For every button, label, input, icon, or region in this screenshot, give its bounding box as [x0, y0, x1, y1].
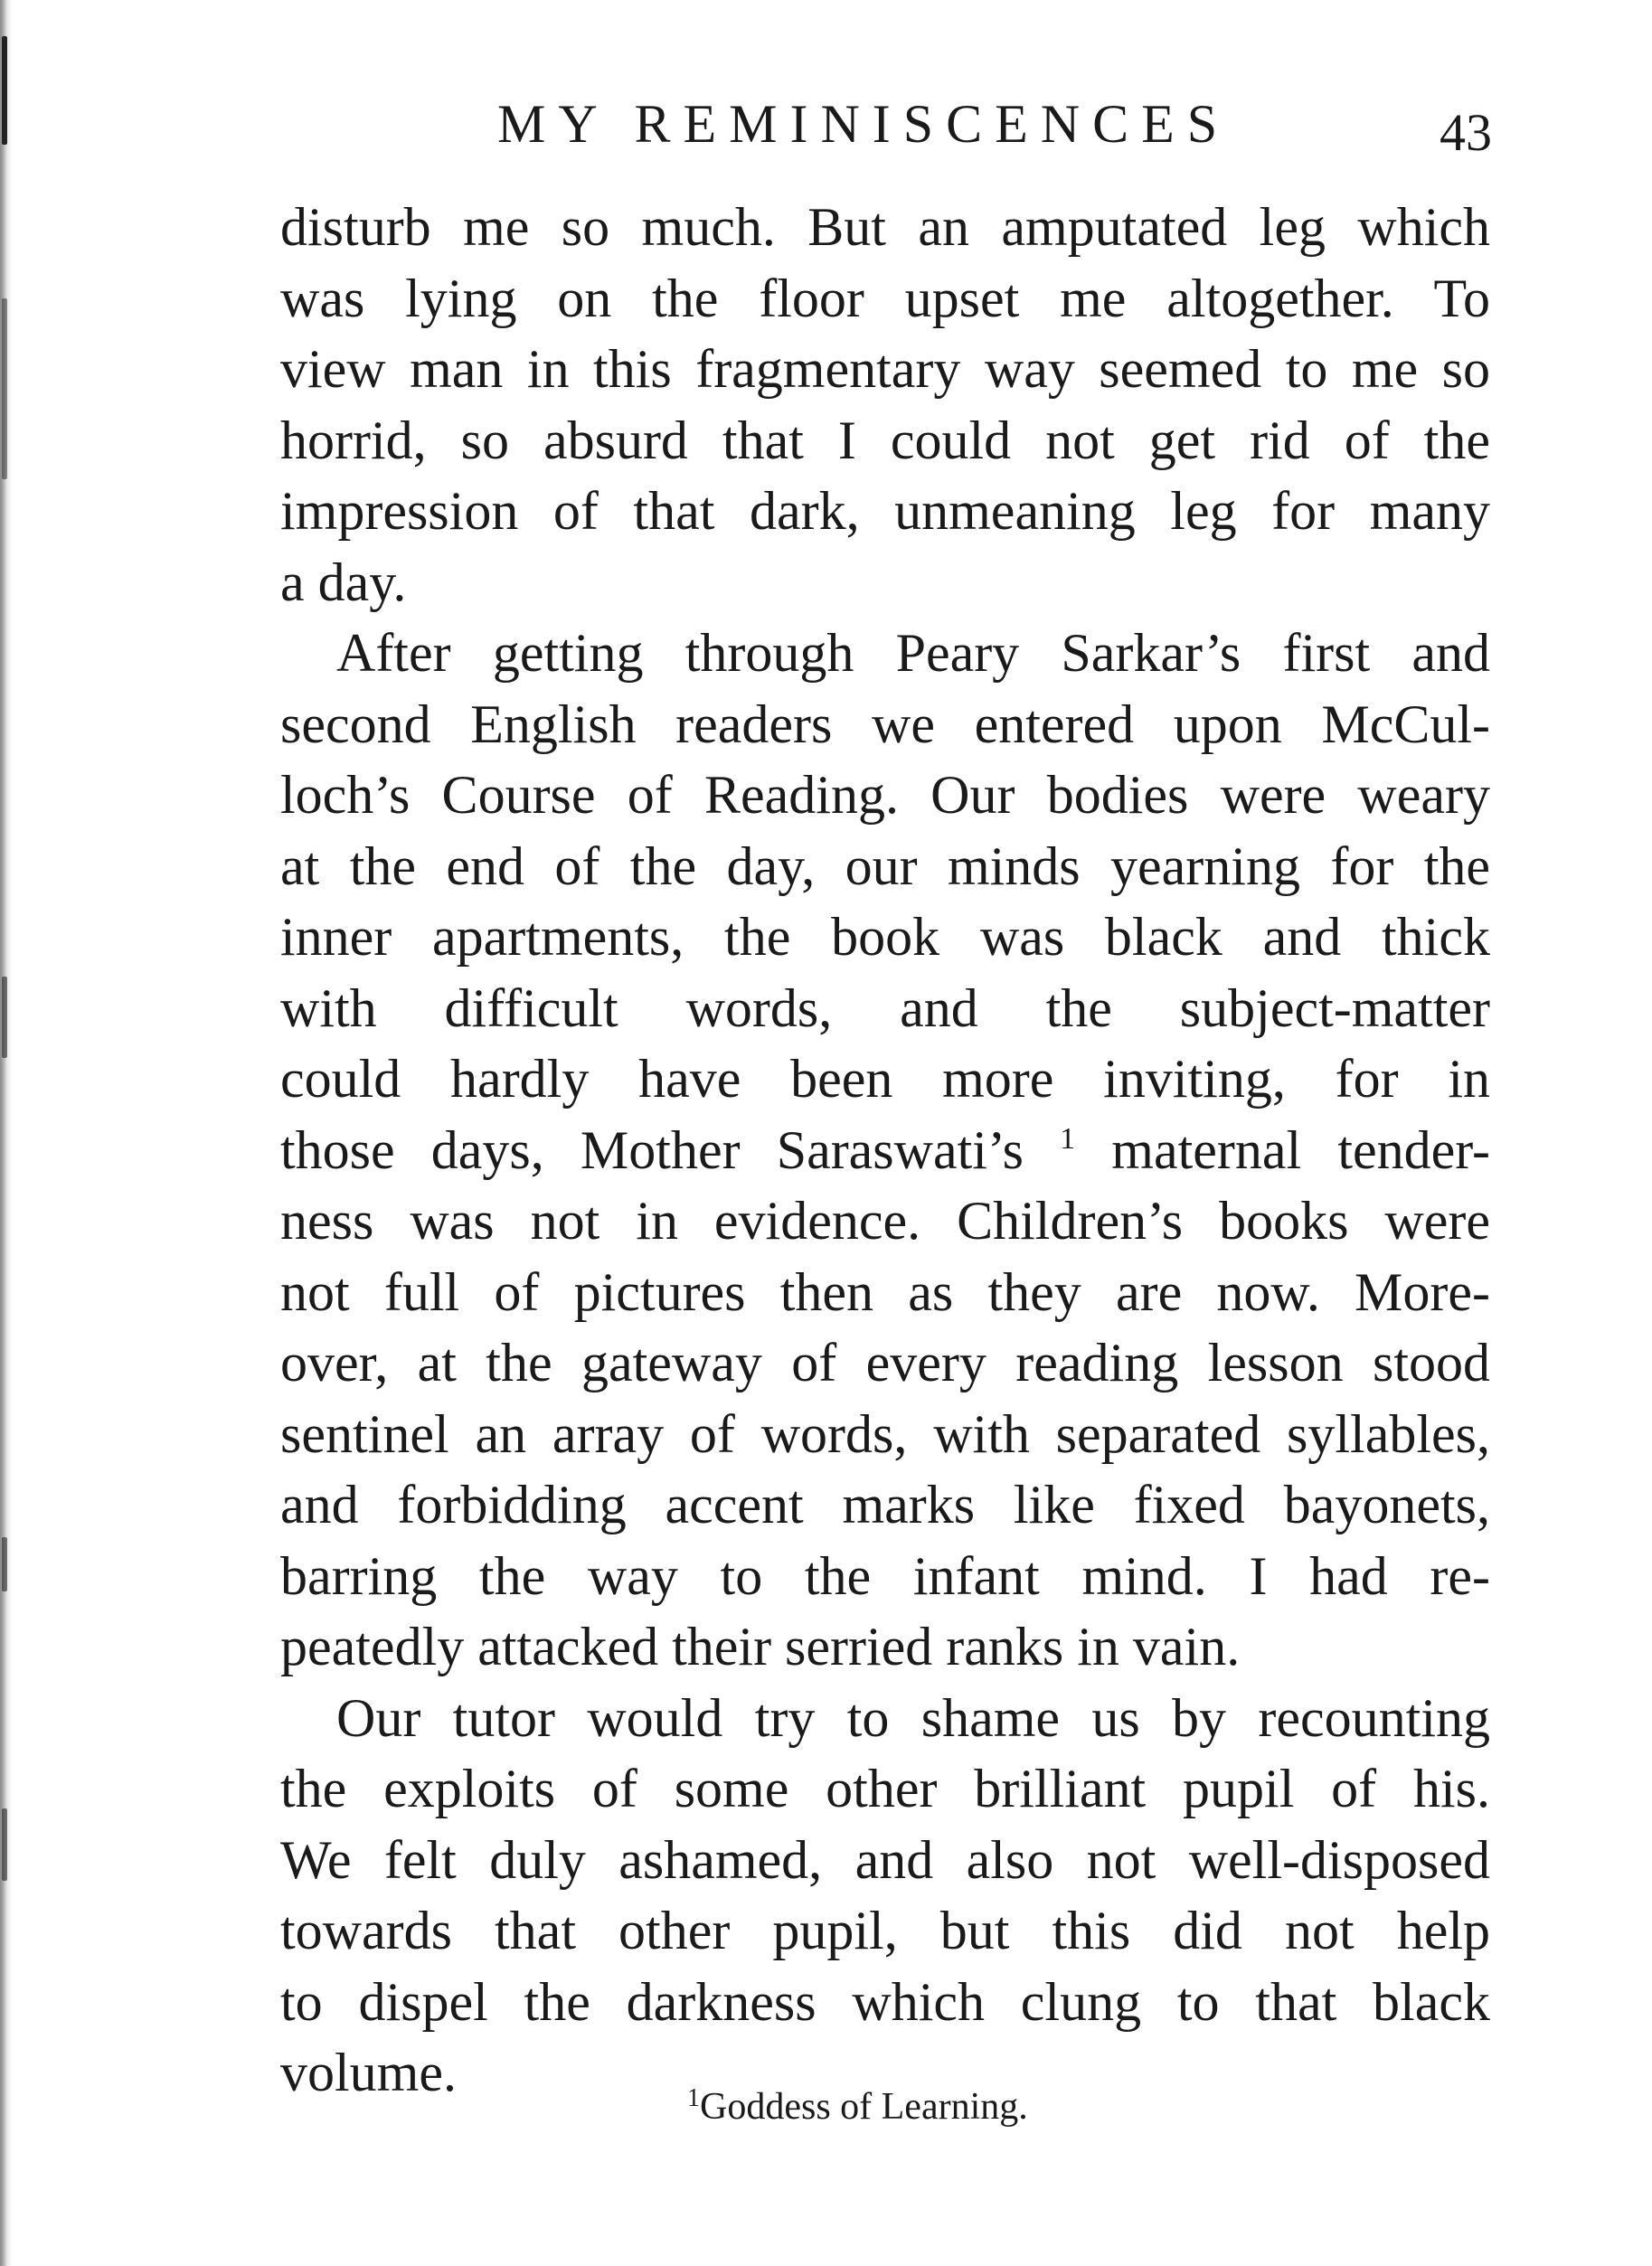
- text-line: not full of pictures then as they are now. More-: [280, 1261, 1490, 1322]
- text-line: was lying on the floor upset me altogether. To: [280, 268, 1490, 328]
- text-line: could hardly have been more inviting, for in: [280, 1049, 1490, 1109]
- text-line: and forbidding accent marks like fixed bayonets,: [280, 1475, 1490, 1534]
- scan-mark: [2, 1808, 7, 1881]
- text-line: second English readers we entered upon McCul-: [280, 694, 1490, 754]
- text-line: Our tutor would try to shame us by recounting: [336, 1687, 1490, 1748]
- text-line: impression of that dark, unmeaning leg for many: [280, 481, 1490, 541]
- text-line: to dispel the darkness which clung to that black: [280, 1971, 1490, 2032]
- scan-mark: [2, 36, 7, 145]
- text-line: view man in this fragmentary way seemed to me so: [280, 339, 1490, 399]
- text-line-start: those days, Mother Saraswati’s: [280, 1119, 1024, 1180]
- footnote-text: Goddess of Learning.: [700, 2086, 1028, 2128]
- text-line-end: maternal tender-: [1111, 1119, 1491, 1180]
- running-header: [280, 83, 1492, 165]
- text-line: at the end of the day, our minds yearning for the: [280, 836, 1490, 896]
- scan-mark: [2, 977, 7, 1058]
- body-text: [280, 192, 1490, 2109]
- scan-mark: [2, 1537, 7, 1591]
- text-line: a day.: [280, 552, 407, 612]
- text-line: over, at the gateway of every reading lesson stood: [280, 1333, 1490, 1393]
- text-line: horrid, so absurd that I could not get rid of the: [280, 410, 1490, 470]
- text-line: loch’s Course of Reading. Our bodies were weary: [280, 765, 1490, 825]
- text-line: sentinel an array of words, with separated syllables,: [280, 1403, 1490, 1464]
- text-line-with-footnote-ref: [280, 1115, 1490, 1186]
- text-line: ness was not in evidence. Children’s books were: [280, 1191, 1490, 1251]
- text-line: towards that other pupil, but this did not help: [280, 1901, 1490, 1960]
- footnote: [687, 2080, 1028, 2134]
- page-number: 43: [1440, 103, 1492, 162]
- text-line: disturb me so much. But an amputated leg which: [280, 197, 1490, 257]
- text-line: with difficult words, and the subject-matter: [280, 977, 1490, 1038]
- text-line: inner apartments, the book was black and thick: [280, 907, 1490, 967]
- running-title: MY REMINISCENCES: [497, 94, 1231, 154]
- footnote-reference: 1: [1060, 1121, 1076, 1156]
- text-line: We felt duly ashamed, and also not well-disposed: [280, 1829, 1490, 1890]
- text-line: After getting through Peary Sarkar’s first and: [336, 623, 1490, 683]
- text-line: peatedly attacked their serried ranks in vain.: [280, 1617, 1241, 1676]
- scan-mark: [2, 298, 7, 479]
- text-line: volume.: [280, 2043, 457, 2102]
- text-line: the exploits of some other brilliant pupil of his.: [280, 1759, 1490, 1818]
- text-line: barring the way to the infant mind. I had re-: [280, 1545, 1490, 1606]
- footnote-marker: 1: [687, 2084, 700, 2112]
